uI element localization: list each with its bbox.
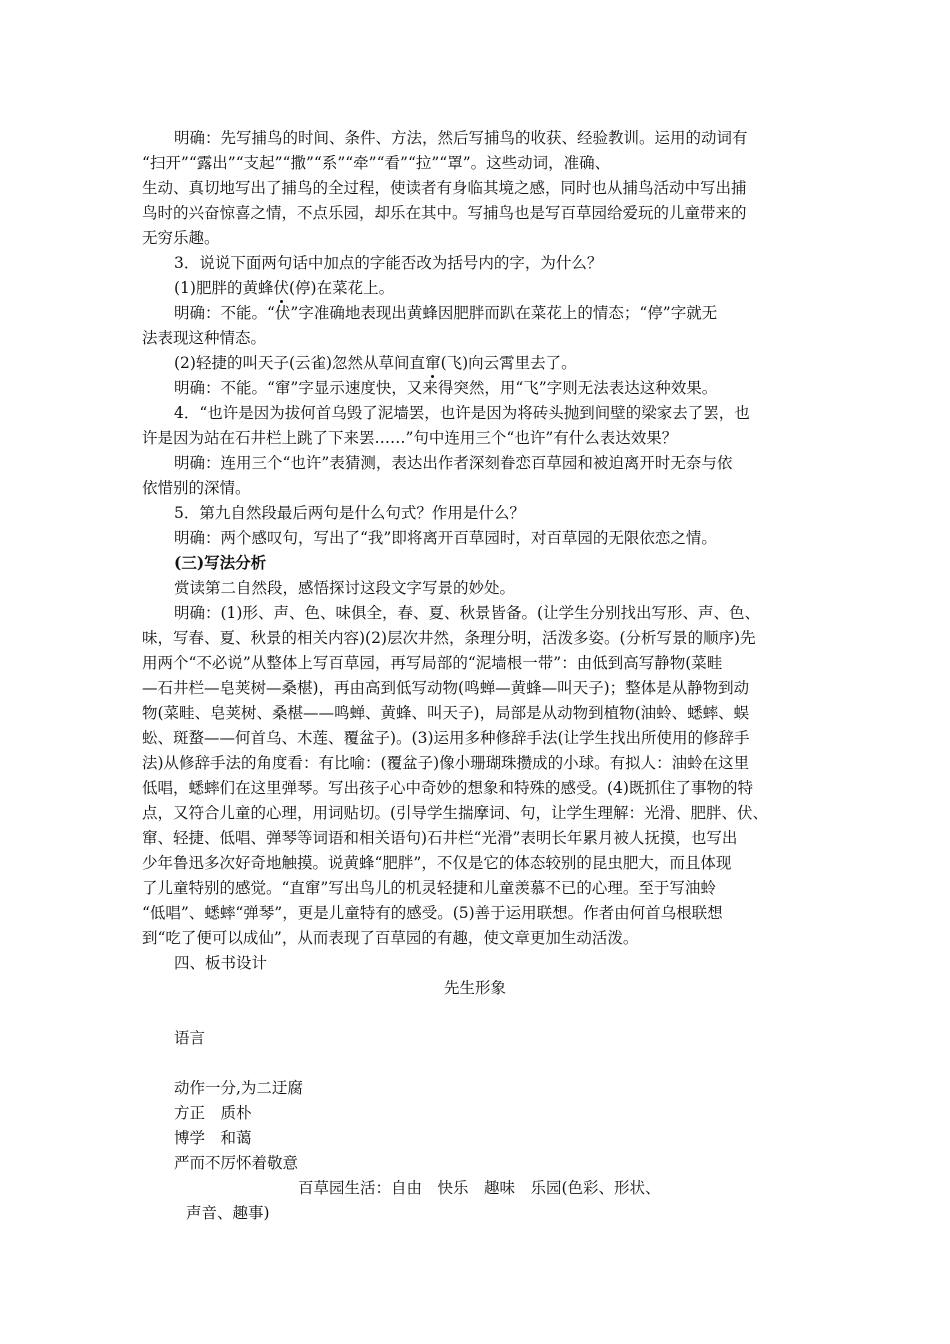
analysis-line: 用两个“不必说”从整体上写百草园，再写局部的“泥墙根一带”：由低到高写静物(菜畦 [142, 654, 723, 672]
paragraph-line: “扫开”“露出”“支起”“撒”“系”“牵”“看”“拉”“罩”。这些动词，准确、 [142, 154, 611, 172]
paragraph-line: 鸟时的兴奋惊喜之情，不点乐园，却乐在其中。写捕鸟也是写百草园给爱玩的儿童带来的 [142, 204, 747, 222]
analysis-line: 点，又符合儿童的心理，用词贴切。(引导学生揣摩词、句，让学生理解：光滑、肥胖、伏、 [142, 804, 769, 822]
analysis-line: 蚣、斑蝥——何首乌、木莲、覆盆子)。(3)运用多种修辞手法(让学生找出所使用的修辞手 [142, 729, 750, 747]
section-heading: 四、板书设计 [174, 954, 268, 972]
analysis-line: 味，写春、夏、秋景的相关内容)(2)层次井然，条理分明，活泼多姿。(分析写景的顺序)先 [142, 629, 756, 647]
analysis-line: “低唱”、蟋蟀“弹琴”，更是儿童特有的感受。(5)善于运用联想。作者由何首乌根联想 [142, 904, 723, 922]
board-title: 先生形象 [443, 979, 506, 997]
question-4: 4．“也许是因为拔何首乌毁了泥墙罢，也许是因为将砖头抛到间壁的梁家去了罢，也 [174, 404, 750, 422]
answer-line: 明确：不能。“伏”字准确地表现出黄蜂因肥胖而趴在菜花上的情态；“停”字就无 [174, 304, 718, 322]
board-item: 语言 [174, 1029, 206, 1047]
question-3-1 [174, 276, 394, 300]
answer-line: 法表现这种情态。 [142, 329, 267, 347]
sentence-before: (2)轻捷的叫天子(云雀)忽然从草间直 [174, 354, 426, 372]
section-prompt: 赏读第二自然段，感悟探讨这段文字写景的妙处。 [174, 579, 516, 597]
answer-line: 明确：两个感叹句，写出了“我”即将离开百草园时，对百草园的无限依恋之情。 [174, 529, 717, 547]
dotted-character: 窜 [425, 351, 441, 375]
paragraph-line: 明确：先写捕鸟的时间、条件、方法，然后写捕鸟的收获、经验教训。运用的动词有 [174, 129, 748, 147]
board-item: 严而不厉怀着敬意 [174, 1154, 299, 1172]
question-3: 3．说说下面两句话中加点的字能否改为括号内的字，为什么？ [174, 254, 603, 272]
board-item: 方正 质朴 [174, 1104, 252, 1122]
answer-line: 明确：连用三个“也许”表猜测，表达出作者深刻眷恋百草园和被迫离开时无奈与依 [174, 454, 733, 472]
analysis-line: 窜、轻捷、低唱、弹琴等词语和相关语句)石井栏“光滑”表明长年累月被人抚摸，也写出 [142, 829, 738, 847]
analysis-line: 低唱，蟋蟀们在这里弹琴。写出孩子心中奇妙的想象和特殊的感受。(4)既抓住了事物的特 [142, 779, 753, 797]
question-5: 5．第九自然段最后两句是什么句式？作用是什么？ [174, 504, 525, 522]
section-heading: (三)写法分析 [174, 553, 267, 572]
paragraph-line: 无穷乐趣。 [142, 229, 220, 247]
dotted-character: 伏 [273, 276, 289, 300]
analysis-line: 物(菜畦、皂荚树、桑椹——鸣蝉、黄蜂、叫天子)，局部是从动物到植物(油蛉、蟋蟀、蜈 [142, 704, 750, 722]
analysis-line: —石井栏—皂荚树—桑椹)，再由高到低写动物(鸣蝉—黄蜂—叫天子)；整体是从静物到动 [142, 679, 750, 697]
board-item: 声音、趣事) [186, 1204, 270, 1222]
analysis-line: 了儿童特别的感觉。“直窜”写出鸟儿的机灵轻捷和儿童羡慕不已的心理。至于写油蛉 [142, 879, 716, 897]
sentence-after: (飞)向云霄里去了。 [440, 354, 577, 372]
analysis-line: 法)从修辞手法的角度看：有比喻：(覆盆子)像小珊瑚珠攒成的小球。有拟人：油蛉在这里 [142, 754, 750, 772]
answer-line: 明确：不能。“窜”字显示速度快，又来得突然，用“飞”字则无法表达这种效果。 [174, 379, 718, 397]
sentence-after: (停)在菜花上。 [288, 279, 395, 297]
board-item: 博学 和蔼 [174, 1129, 252, 1147]
sentence-before: (1)肥胖的黄蜂 [174, 279, 274, 297]
board-item: 百草园生活：自由 快乐 趣味 乐园(色彩、形状、 [298, 1179, 661, 1197]
question-4: 许是因为站在石井栏上跳了下来罢……”句中连用三个“也许”有什么表达效果？ [142, 429, 678, 447]
question-3-2 [174, 351, 577, 375]
analysis-line: 到“吃了便可以成仙”，从而表现了百草园的有趣，使文章更加生动活泼。 [142, 929, 639, 947]
paragraph-line: 生动、真切地写出了捕鸟的全过程，使读者有身临其境之感，同时也从捕鸟活动中写出捕 [142, 179, 747, 197]
analysis-line: 明确：(1)形、声、色、味俱全，春、夏、秋景皆备。(让学生分别找出写形、声、色、 [174, 604, 761, 622]
board-item: 动作一分,为二迂腐 [174, 1079, 303, 1097]
answer-line: 依惜别的深情。 [142, 479, 251, 497]
analysis-line: 少年鲁迅多次好奇地触摸。说黄蜂“肥胖”，不仅是它的体态较别的昆虫肥大，而且体现 [142, 854, 732, 872]
